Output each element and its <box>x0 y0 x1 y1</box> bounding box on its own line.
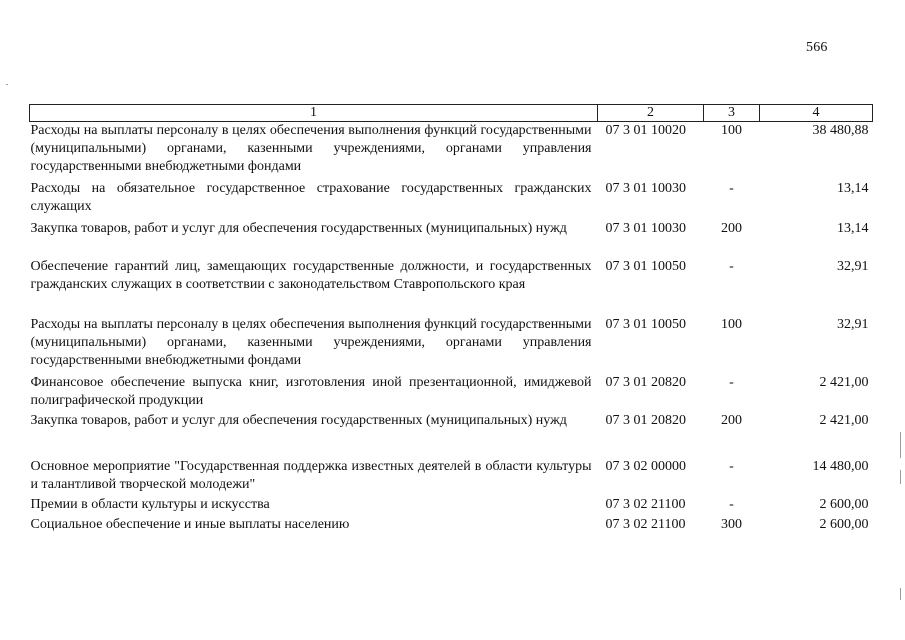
row-description: Закупка товаров, работ и услуг для обеспечения государственных (муниципальных) нужд <box>30 221 567 236</box>
scan-artifact <box>900 432 901 458</box>
row-description: Расходы на выплаты персоналу в целях обеспечения выполнения функций государственными (муниципальными) органами, казенными учреждениями, органами управления государственными внебюджетными фондами <box>30 317 592 368</box>
row-kind: 300 <box>721 517 742 532</box>
scan-artifact <box>900 470 901 484</box>
column-header-description: 1 <box>30 105 598 122</box>
row-description: Премии в области культуры и искусства <box>30 497 270 512</box>
scan-artifact <box>6 84 8 85</box>
row-amount: 2 421,00 <box>819 413 869 428</box>
row-code: 07 3 02 00000 <box>605 459 686 474</box>
table-row <box>30 374 873 412</box>
row-description: Социальное обеспечение и иные выплаты населению <box>30 517 350 532</box>
row-description: Расходы на обязательное государственное страхование государственных гражданских служащих <box>30 181 592 214</box>
row-amount: 14 480,00 <box>812 459 869 474</box>
page-number: 566 <box>806 40 828 55</box>
row-kind: 200 <box>721 413 742 428</box>
column-header-amount: 4 <box>760 105 873 122</box>
row-amount: 32,91 <box>837 259 869 274</box>
column-header-kind: 3 <box>704 105 760 122</box>
table-row <box>30 220 873 258</box>
row-code: 07 3 01 10030 <box>605 181 686 196</box>
row-code: 07 3 01 10030 <box>605 221 686 236</box>
table-row <box>30 180 873 220</box>
row-amount: 2 600,00 <box>819 497 869 512</box>
row-description: Расходы на выплаты персоналу в целях обеспечения выполнения функций государственными (муниципальными) органами, казенными учреждениями, органами управления государственными внебюджетными фондами <box>30 123 592 174</box>
budget-table <box>29 104 873 536</box>
table-row <box>30 122 873 181</box>
row-description: Обеспечение гарантий лиц, замещающих государственные должности, и государственных гражданских служащих в соответствии с законодательством Ставропольского края <box>30 259 592 292</box>
row-code: 07 3 02 21100 <box>605 497 686 512</box>
column-header-code: 2 <box>598 105 704 122</box>
row-code: 07 3 01 10020 <box>605 123 686 138</box>
row-kind: 200 <box>721 221 742 236</box>
row-description: Закупка товаров, работ и услуг для обеспечения государственных (муниципальных) нужд <box>30 413 567 428</box>
row-kind: 100 <box>721 123 742 138</box>
scan-artifact <box>900 588 901 600</box>
table-body <box>30 122 873 537</box>
table-row <box>30 412 873 458</box>
table-row <box>30 516 873 536</box>
row-description: Финансовое обеспечение выпуска книг, изготовления иной презентационной, имиджевой полиграфической продукции <box>30 375 592 408</box>
table-row <box>30 458 873 496</box>
table-row <box>30 316 873 374</box>
row-kind: - <box>729 497 734 512</box>
row-code: 07 3 01 10050 <box>605 317 686 332</box>
row-amount: 13,14 <box>837 181 869 196</box>
row-kind: - <box>729 459 734 474</box>
row-kind: - <box>729 181 734 196</box>
row-code: 07 3 01 10050 <box>605 259 686 274</box>
row-amount: 13,14 <box>837 221 869 236</box>
table-header <box>30 105 873 122</box>
row-kind: 100 <box>721 317 742 332</box>
table-row <box>30 258 873 316</box>
row-amount: 2 600,00 <box>819 517 869 532</box>
row-amount: 38 480,88 <box>812 123 869 138</box>
row-kind: - <box>729 259 734 274</box>
row-description: Основное мероприятие "Государственная поддержка известных деятелей в области культуры и талантливой творческой молодежи" <box>30 459 592 492</box>
row-code: 07 3 02 21100 <box>605 517 686 532</box>
row-code: 07 3 01 20820 <box>605 375 686 390</box>
table-row <box>30 496 873 516</box>
row-kind: - <box>729 375 734 390</box>
row-amount: 2 421,00 <box>819 375 869 390</box>
table-header-row <box>30 105 873 122</box>
row-code: 07 3 01 20820 <box>605 413 686 428</box>
row-amount: 32,91 <box>837 317 869 332</box>
